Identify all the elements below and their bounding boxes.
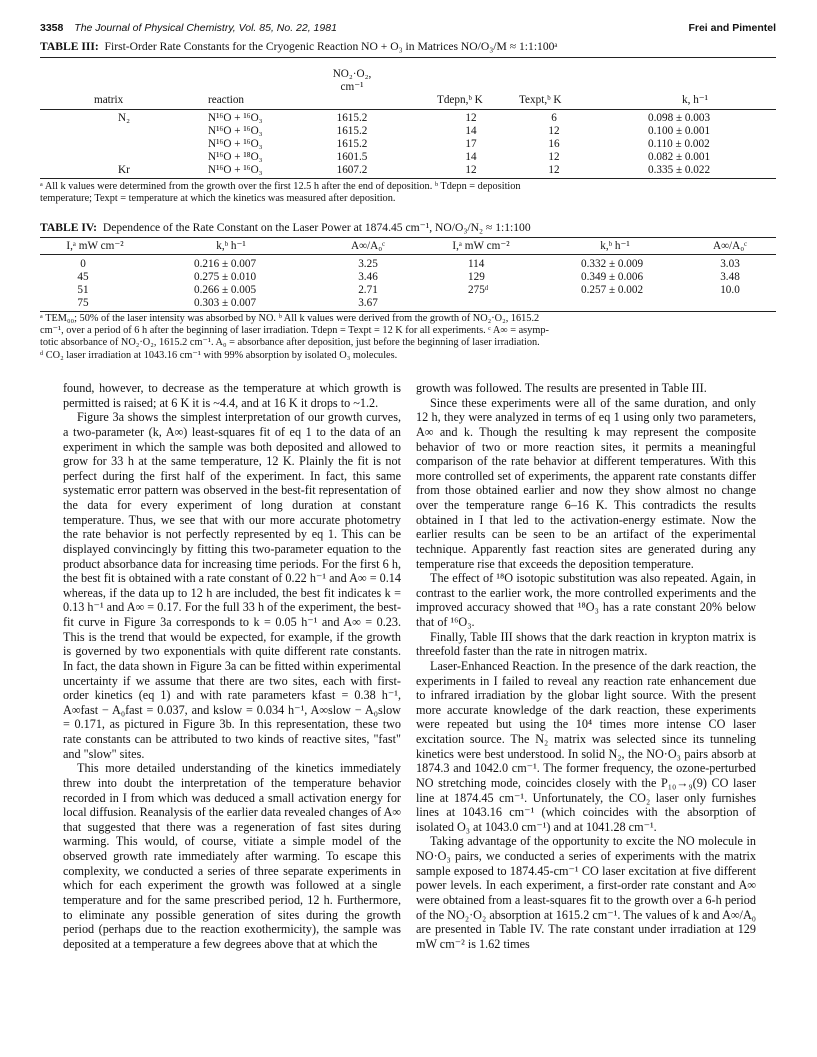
table4-footnote-line: totic absorbance of NO₂·O₂, 1615.2 cm⁻¹. A₀ = absorbance after deposition, just before the beginning of laser irradiation. — [40, 337, 540, 349]
table3-header-freq-line2: cm⁻¹ — [340, 81, 364, 93]
table3-cell-tdepn: 12 — [465, 164, 477, 176]
table3-cell-texpt: 6 — [551, 112, 557, 124]
body-paragraph: Laser-Enhanced Reaction. In the presence of the dark reaction, the experiments in I failed to reveal any reaction rate enhancement due to infrared irradiation by the globar light source. With the present more accurate knowledge of the dark reaction, these experiments were repeated but using the 10⁴ times more intense CO laser excitation source. The N₂ matrix was selected since its tunneling kinetics were best understood. In solid N₂, the NO·O₃ pairs absorb at 1874.3 and 1042.0 cm⁻¹. The former frequency, the ozone-perturbed NO stretching mode, coincides closely with the P₁₀→₉(9) CO laser line at 1874.45 cm⁻¹. Unfortunately, the CO₂ laser only furnishes lines at 1043.16 cm⁻¹ (which coincides with the absorption of isolated O₃ at 1043.0 cm⁻¹) and at 1041.28 cm⁻¹. — [416, 658, 756, 834]
table3-cell-k: 0.335 ± 0.022 — [648, 164, 711, 176]
table4-title: Dependence of the Rate Constant on the Laser Power at 1874.45 cm⁻¹, NO/O₃/N₂ ≈ 1:1:100 — [102, 221, 531, 234]
table4-cell-ratio: 2.71 — [358, 284, 378, 296]
table4-header-ratio-2: A∞/A₀ᶜ — [712, 240, 748, 252]
body-paragraph: found, however, to decrease as the temperature at which growth is permitted is raised; at 6 K it is ~4.4, and at 16 K it drops to ~1.2. — [63, 381, 401, 410]
running-authors: Frei and Pimentel — [688, 22, 776, 34]
table3-cell-reaction: N¹⁶O + ¹⁶O₃ — [208, 138, 263, 150]
table3-cell-tdepn: 14 — [465, 125, 477, 137]
table4-cell-ratio-2: 10.0 — [720, 284, 740, 296]
table4-cell-ratio-2: 3.03 — [720, 258, 740, 270]
right-text-column — [416, 381, 756, 951]
table4-cell-k-2: 0.349 ± 0.006 — [581, 271, 644, 283]
table4-cell-intensity: 45 — [77, 271, 89, 283]
body-paragraph: Figure 3a shows the simplest interpretation of our growth curves, a two-parameter (k, A∞) least-squares fit of eq 1 to the data of an experiment in which the sample was both deposited and allowed to grow for 33 h at the same temperature, 12 K. Plainly the fit is not perfect during the first half of the experiment. In fact, this same systematic error pattern was observed in the best-fit representation of the data for every experiment of long duration at constant temperature. Thus, we see that with our more accurate photometry the rate behavior is not perfectly represented by eq 1. This can be displayed convincingly by fitting this two-parameter equation to the product absorbance data for increasing time periods. For the first 6 h, the best fit is obtained with a rate constant of 0.22 h⁻¹ and A∞ = 0.14 whereas, if the data up to 12 h are included, the best fit indicates k = 0.13 h⁻¹ and A∞ = 0.17. For the full 33 h of the experiment, the best-fit curve in Figure 3a corresponds to k = 0.05 h⁻¹ and A∞ = 0.23. This is the trend that would be expected, for example, if the growth is governed by two exponentials with quite different rate constants. In fact, the data shown in Figure 3a can be fitted within experimental uncertainty if we assume that there are two sites, each with first-order kinetics (eq 1) and with rate parameters kfast = 0.38 h⁻¹, A∞fast − A₀fast = 0.037, and kslow = 0.034 h⁻¹, A∞slow − A₀slow = 0.171, as pictured in Figure 3b. In this representation, these two rate constants can be attributed to two kinds of reactive sites, "fast" and "slow" sites. — [63, 410, 401, 761]
table3-top-rule — [40, 57, 776, 58]
table4-cell-ratio-2: 3.48 — [720, 271, 740, 283]
page-number: 3358 — [40, 22, 64, 34]
table3-title: First-Order Rate Constants for the Cryogenic Reaction NO + O₃ in Matrices NO/O₃/M ≈ 1:1:100ᵃ — [104, 40, 558, 53]
table4-caption — [40, 221, 780, 235]
table4-bottom-rule — [40, 311, 776, 312]
table4-footnote-line: ᵃ TEM₀₀; 50% of the laser intensity was absorbed by NO. ᵇ All k values were derived from the growth of NO₂·O₂, 1615.2 — [40, 313, 540, 324]
table3-cell-texpt: 12 — [548, 125, 560, 137]
table4-cell-k-2: 0.332 ± 0.009 — [581, 258, 644, 270]
journal-citation: The Journal of Physical Chemistry, Vol. 85, No. 22, 1981 — [74, 22, 337, 34]
table3-cell-texpt: 12 — [548, 151, 560, 163]
table3-cell-k: 0.110 ± 0.002 — [648, 138, 710, 150]
table3-footnote-line: ᵃ All k values were determined from the growth over the first 12.5 h after the end of deposition. ᵇ Tdepn = deposition — [40, 181, 521, 192]
table3-cell-reaction: N¹⁶O + ¹⁸O₃ — [208, 151, 263, 163]
table3-bottom-rule — [40, 178, 776, 179]
table3-cell-k: 0.082 ± 0.001 — [648, 151, 711, 163]
table4-header-ratio: A∞/A₀ᶜ — [350, 240, 386, 252]
table3-caption — [40, 40, 780, 54]
table4-header-intensity: I,ᵃ mW cm⁻² — [66, 240, 124, 252]
table3-cell-matrix: N₂ — [118, 112, 130, 124]
body-paragraph: Since these experiments were all of the same duration, and only 12 h, they were analyzed in terms of eq 1 using only two parameters, A∞ and k. Though the resulting k may represent the composite behavior of two or more reaction sites, it permits a meaningful comparison of the rate behavior at different temperatures. With this more controlled set of experiments, the apparent rate constants differ from those obtained earlier and now they show almost no change over the temperature range 6–16 K. This contradicts the results obtained in I that led to the activation-energy estimate. Now the earlier results can be seen to be an artifact of the experimental technique. Apparently fast reaction sites are generated during any temperature rise that exceeds the deposition temperature. — [416, 395, 756, 571]
table3-cell-freq: 1601.5 — [336, 151, 368, 163]
table4-cell-ratio: 3.67 — [358, 297, 378, 309]
table4-header-k: k,ᵇ h⁻¹ — [216, 240, 246, 252]
body-paragraph: This more detailed understanding of the kinetics immediately threw into doubt the interpretation of the temperature behavior recorded in I from which was deduced a small activation energy for local diffusion. Reanalysis of the earlier data revealed changes of A∞ that suggested that there was a regeneration of fast sites during warming. This would, of course, vitiate a simple model of the observed growth rate immediately after warming. To escape this complexity, we conducted a series of three separate experiments in which for each experiment the growth was followed at a single temperature and for the same prescribed period, 12 h. Furthermore, to eliminate any possible generation of sites during the growth period (perhaps due to the reaction exothermicity), the sample was deposited at a temperature a few degrees above that at which the — [63, 761, 401, 951]
body-paragraph: Taking advantage of the opportunity to excite the NO molecule in NO·O₃ pairs, we conducted a series of experiments with the matrix sample exposed to 1874.45-cm⁻¹ CO laser excitation at five different power levels. In each experiment, a first-order rate constant and A∞ were obtained from a least-squares fit to the growth over a 6-h period of the NO₂·O₂ absorption at 1615.2 cm⁻¹. The values of k and A∞/A₀ are presented in Table IV. The rate constant under irradiation at 129 mW cm⁻² is 1.62 times — [416, 834, 756, 951]
table3-header-k: k, h⁻¹ — [682, 94, 709, 106]
table4-header-rule — [40, 254, 776, 255]
table4-cell-intensity: 0 — [80, 258, 86, 270]
left-text-column — [63, 381, 401, 951]
table3-cell-texpt: 16 — [548, 138, 560, 150]
table3-cell-freq: 1615.2 — [336, 125, 368, 137]
table3-cell-k: 0.098 ± 0.003 — [648, 112, 711, 124]
table4-cell-intensity-2: 275ᵈ — [468, 284, 489, 296]
table3-cell-reaction: N¹⁶O + ¹⁶O₃ — [208, 125, 263, 137]
table3-header-texpt: Texpt,ᵇ K — [519, 94, 562, 106]
table3-header-tdepn: Tdepn,ᵇ K — [437, 94, 483, 106]
table3-header-reaction: reaction — [208, 94, 245, 106]
table3-cell-tdepn: 17 — [465, 138, 477, 150]
table3-footnotes — [40, 181, 780, 205]
table3-cell-freq: 1615.2 — [336, 138, 368, 150]
table3-cell-reaction: N¹⁶O + ¹⁶O₃ — [208, 112, 263, 124]
body-paragraph: growth was followed. The results are presented in Table III. — [416, 381, 707, 395]
table4-cell-k: 0.216 ± 0.007 — [194, 258, 257, 270]
table3-cell-tdepn: 12 — [465, 112, 477, 124]
table4-label: TABLE IV: — [40, 221, 98, 234]
table3-cell-reaction: N¹⁶O + ¹⁶O₃ — [208, 164, 263, 176]
table3-cell-k: 0.100 ± 0.001 — [648, 125, 711, 137]
body-paragraph: Finally, Table III shows that the dark reaction in krypton matrix is threefold faster than the rate in nitrogen matrix. — [416, 629, 756, 659]
table3-label: TABLE III: — [40, 40, 99, 53]
table3-header-rule — [40, 109, 776, 110]
table4-cell-k: 0.303 ± 0.007 — [194, 297, 257, 309]
table3-footnote-line: temperature; Texpt = temperature at which the kinetics was measured after deposition. — [40, 193, 396, 205]
table4-cell-intensity-2: 114 — [468, 258, 485, 270]
table4-footnotes — [40, 313, 780, 362]
table4-cell-k: 0.266 ± 0.005 — [194, 284, 257, 296]
table3-cell-texpt: 12 — [548, 164, 560, 176]
table3-header-freq-line1: NO₂·O₂, — [332, 68, 372, 80]
table4-cell-intensity: 51 — [77, 284, 89, 296]
table4-top-rule — [40, 237, 776, 238]
table3-cell-freq: 1615.2 — [336, 112, 368, 124]
table4-cell-intensity: 75 — [77, 297, 89, 309]
table4-cell-k: 0.275 ± 0.010 — [194, 271, 257, 283]
body-paragraph: The effect of ¹⁸O isotopic substitution was also repeated. Again, in contrast to the earlier work, the more controlled experiments and the improved accuracy showed that ¹⁸O₃ has a rate constant 20% below that of ¹⁶O₃. — [416, 571, 756, 629]
table3-header-matrix: matrix — [94, 94, 124, 106]
table4-footnote-line: ᵈ CO₂ laser irradiation at 1043.16 cm⁻¹ with 99% absorption by isolated O₃ molecules. — [40, 349, 398, 361]
table4-cell-ratio: 3.46 — [358, 271, 378, 283]
table4-header-intensity-2: I,ᵃ mW cm⁻² — [452, 240, 510, 252]
table3-cell-freq: 1607.2 — [336, 164, 368, 176]
table4-footnote-line: cm⁻¹, over a period of 6 h after the beginning of laser irradiation. Tdepn = Texpt = 12 K for all experiments. ᶜ A∞ = asymp- — [40, 325, 549, 337]
table4-cell-intensity-2: 129 — [468, 271, 485, 283]
table3-cell-matrix: Kr — [118, 164, 130, 176]
table4-cell-k-2: 0.257 ± 0.002 — [581, 284, 644, 296]
table4-cell-ratio: 3.25 — [358, 258, 378, 270]
table3-cell-tdepn: 14 — [465, 151, 477, 163]
table4-header-k-2: k,ᵇ h⁻¹ — [600, 240, 630, 252]
running-header — [40, 22, 776, 38]
